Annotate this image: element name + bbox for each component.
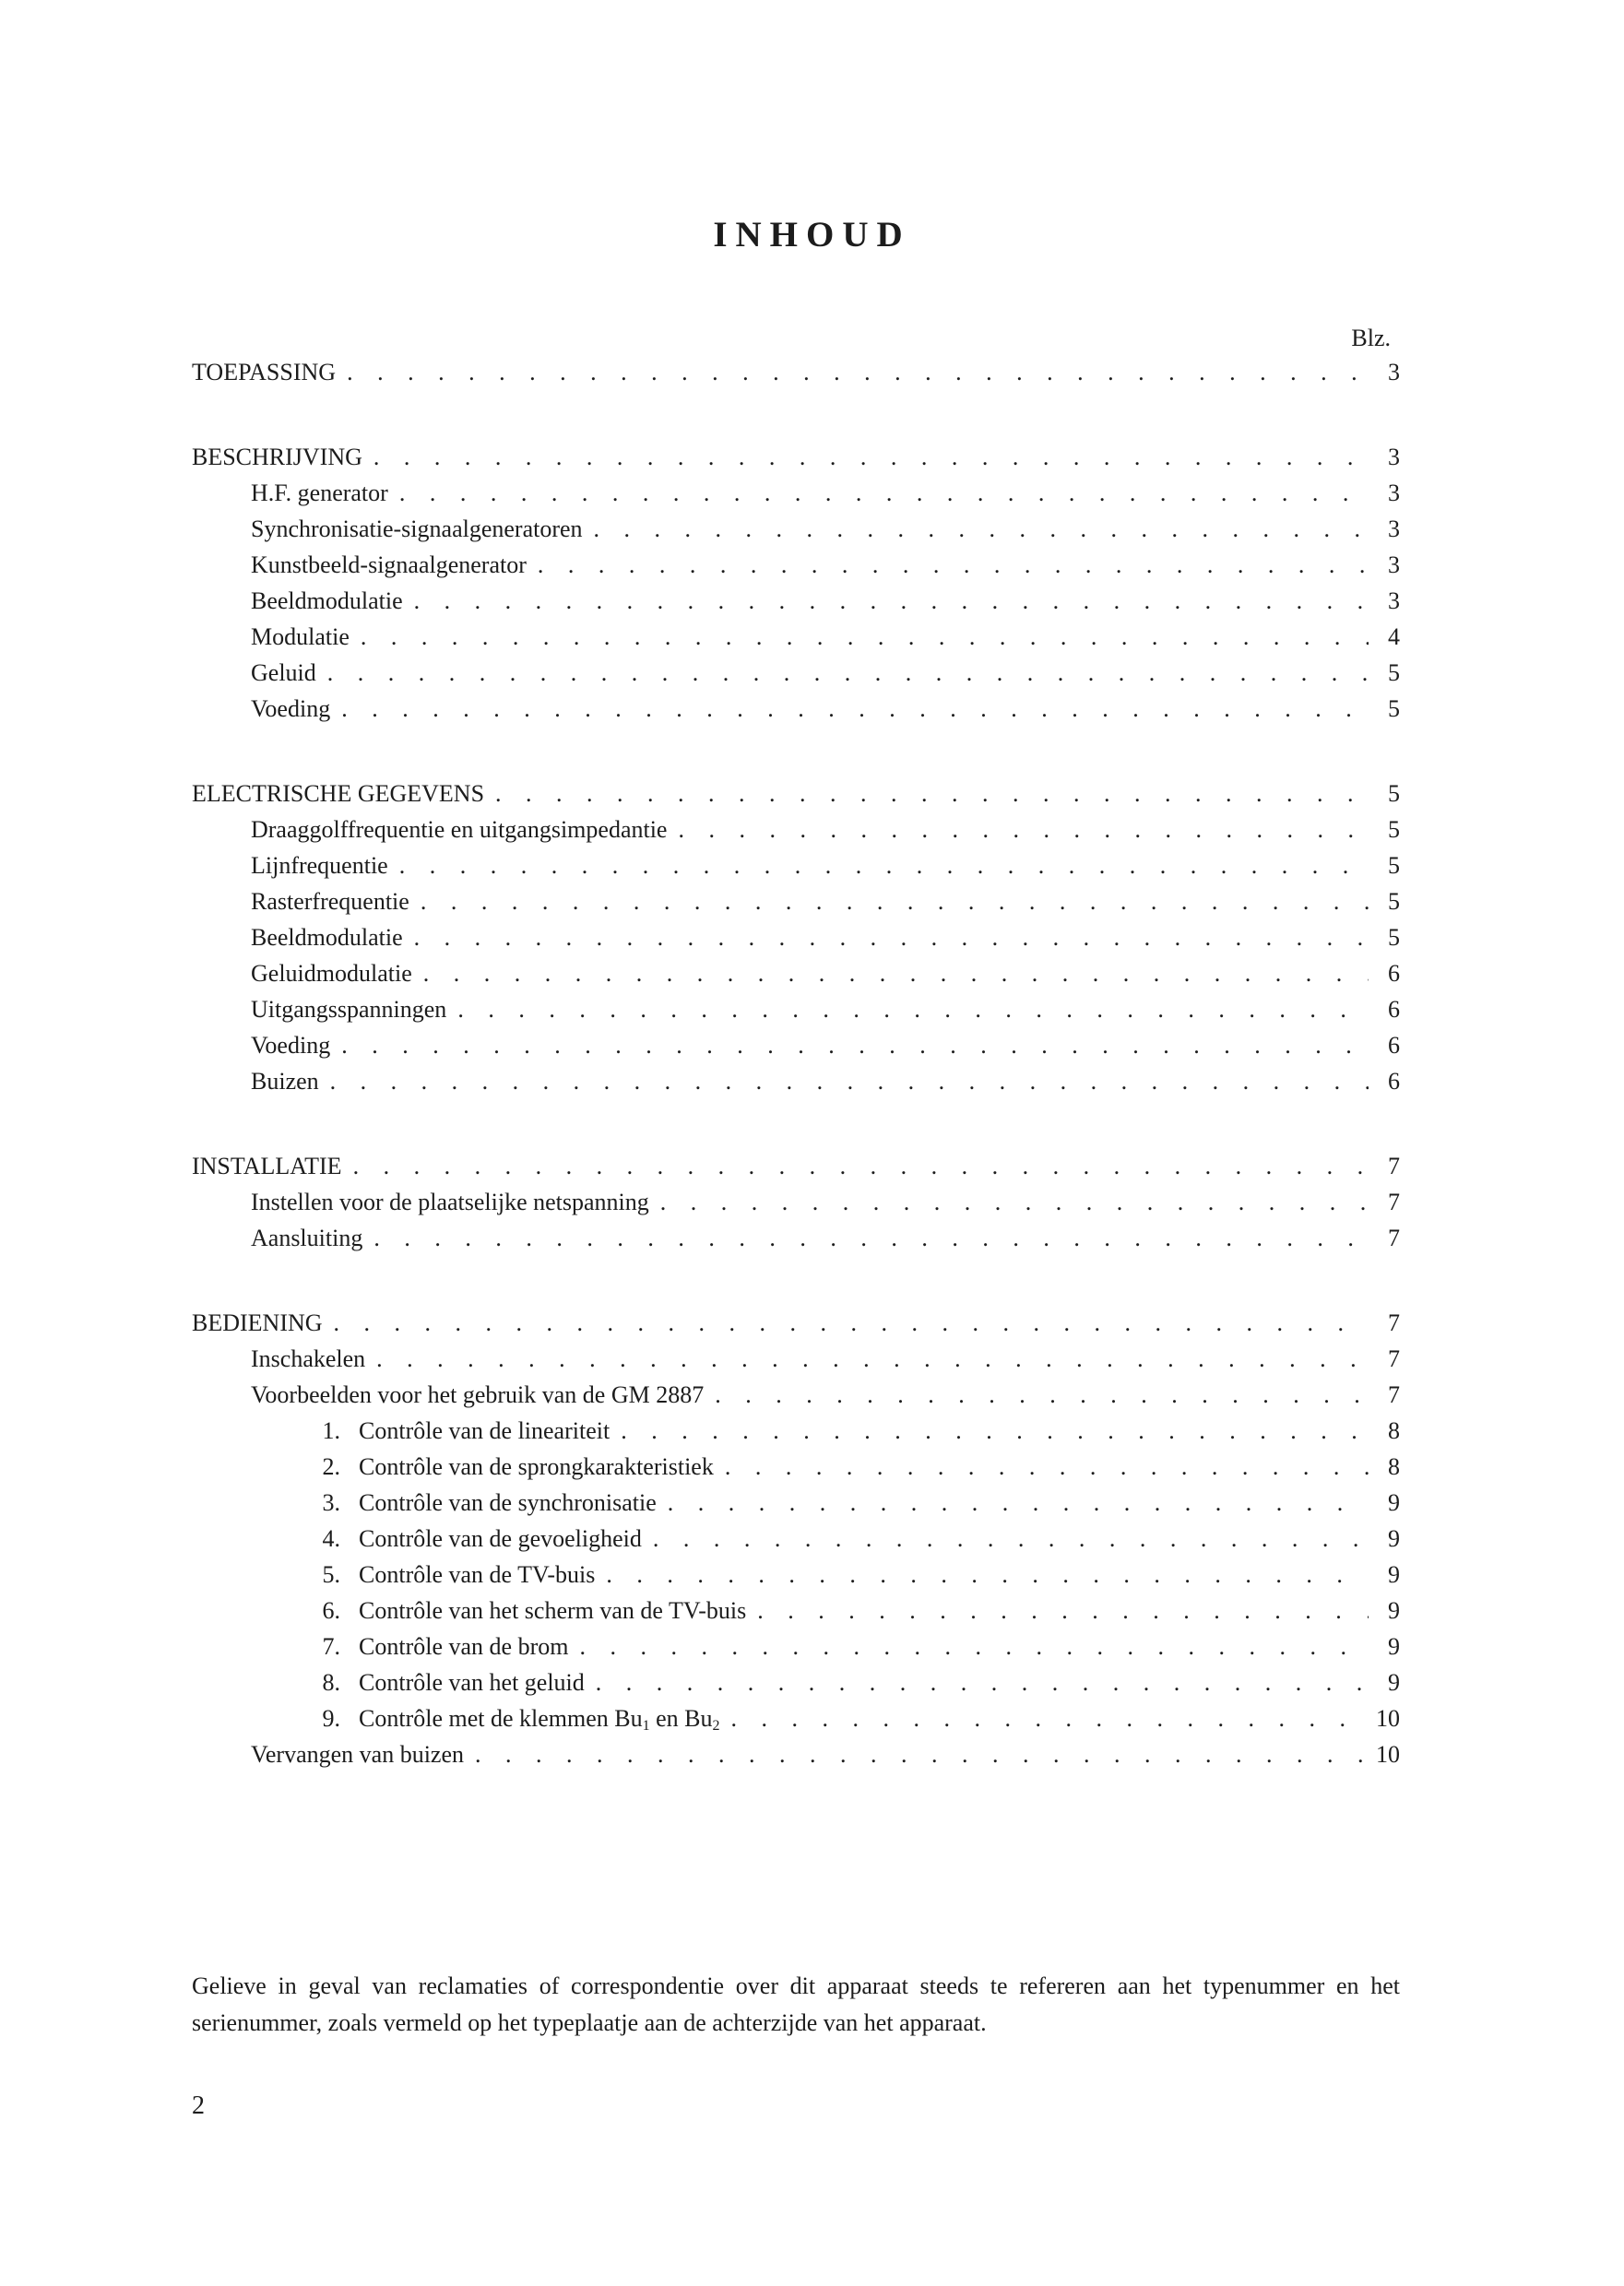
toc-entry[interactable] xyxy=(192,691,1400,727)
toc-entry[interactable] xyxy=(192,1341,1400,1377)
toc-page-number: 9 xyxy=(1388,1525,1400,1552)
toc-page-number: 7 xyxy=(1388,1309,1400,1336)
toc-page-number: 9 xyxy=(1388,1489,1400,1516)
toc-section-bediening xyxy=(192,1305,1400,1772)
dot-leader xyxy=(399,475,1369,511)
toc-entry[interactable] xyxy=(192,1063,1400,1099)
toc-entry[interactable] xyxy=(192,1027,1400,1063)
page-title: INHOUD xyxy=(713,215,911,255)
toc-page-number: 10 xyxy=(1376,1741,1400,1768)
toc-entry-label: Voeding xyxy=(251,1032,331,1059)
toc-page-number: 7 xyxy=(1388,1153,1400,1179)
dot-leader xyxy=(495,776,1369,811)
toc-entry[interactable] xyxy=(192,1736,1400,1772)
toc-page-number: 6 xyxy=(1388,996,1400,1023)
dot-leader xyxy=(475,1736,1369,1772)
dot-leader xyxy=(731,1700,1369,1736)
toc-entry-number: 9. xyxy=(322,1705,340,1732)
toc-entry[interactable] xyxy=(192,1377,1400,1413)
toc-entry[interactable] xyxy=(192,1148,1400,1184)
toc-section-title: BESCHRIJVING xyxy=(192,444,362,470)
toc-numbered-entry[interactable] xyxy=(192,1700,1400,1736)
toc-entry-label: H.F. generator xyxy=(251,480,388,506)
toc-entry-label: Inschakelen xyxy=(251,1345,366,1372)
toc-entry[interactable] xyxy=(192,511,1400,547)
toc-page-number: 3 xyxy=(1388,480,1400,506)
toc-page-number: 5 xyxy=(1388,924,1400,951)
toc-page-number: 6 xyxy=(1388,1068,1400,1095)
toc-page-number: 7 xyxy=(1388,1189,1400,1215)
dot-leader xyxy=(594,511,1369,547)
toc-page-number: 9 xyxy=(1388,1561,1400,1588)
toc-entry-number: 2. xyxy=(322,1453,340,1480)
dot-leader xyxy=(361,619,1369,655)
toc-page-number: 9 xyxy=(1388,1597,1400,1624)
toc-numbered-entry[interactable] xyxy=(192,1413,1400,1449)
toc-entry-label: Buizen xyxy=(251,1068,319,1095)
toc-entry-number: 8. xyxy=(322,1669,340,1696)
toc-entry-number: 1. xyxy=(322,1417,340,1444)
toc-entry-label: Voorbeelden voor het gebruik van de GM 2887 xyxy=(251,1381,705,1408)
toc-entry[interactable] xyxy=(192,919,1400,955)
toc-entry-number: 5. xyxy=(322,1561,340,1588)
toc-entry[interactable] xyxy=(192,991,1400,1027)
toc-page-number: 5 xyxy=(1388,695,1400,722)
toc-entry[interactable] xyxy=(192,475,1400,511)
toc-numbered-entry[interactable] xyxy=(192,1557,1400,1593)
toc-entry-label: Contrôle van de gevoeligheid xyxy=(359,1525,642,1552)
toc-entry[interactable] xyxy=(192,955,1400,991)
toc-page-number: 3 xyxy=(1388,515,1400,542)
toc-page-number: 3 xyxy=(1388,551,1400,578)
toc-entry-number: 4. xyxy=(322,1525,340,1552)
toc-numbered-entry[interactable] xyxy=(192,1629,1400,1664)
toc-page-number: 7 xyxy=(1388,1381,1400,1408)
toc-entry[interactable] xyxy=(192,1305,1400,1341)
dot-leader xyxy=(414,583,1369,619)
toc-page-number: 6 xyxy=(1388,960,1400,987)
toc-page-number: 3 xyxy=(1388,587,1400,614)
toc-numbered-entry[interactable] xyxy=(192,1521,1400,1557)
correspondence-note: Gelieve in geval van reclamaties of correspondentie over dit apparaat steeds te refereren aan het typenummer en het serienummer, zoals vermeld op het typeplaatje aan de achterzijde van het apparaat. xyxy=(192,1972,1400,2036)
toc-entry-label: Beeldmodulatie xyxy=(251,924,403,951)
dot-leader xyxy=(421,883,1369,919)
toc-entry[interactable] xyxy=(192,1220,1400,1256)
dot-leader xyxy=(423,955,1369,991)
toc-entry-label: Geluidmodulatie xyxy=(251,960,412,987)
toc-section-electrische-gegevens xyxy=(192,776,1400,1099)
toc-page-number: 5 xyxy=(1388,852,1400,879)
dot-leader xyxy=(579,1629,1369,1664)
toc-page-number: 7 xyxy=(1388,1345,1400,1372)
toc-entry[interactable] xyxy=(192,811,1400,847)
dot-leader xyxy=(596,1664,1369,1700)
dot-leader xyxy=(347,354,1369,390)
toc-page-number: 5 xyxy=(1388,659,1400,686)
toc-page-number: 3 xyxy=(1388,359,1400,385)
toc-entry-label: Vervangen van buizen xyxy=(251,1741,465,1768)
toc-page-number: 9 xyxy=(1388,1669,1400,1696)
dot-leader xyxy=(606,1557,1369,1593)
toc-entry[interactable] xyxy=(192,354,1400,390)
table-of-contents xyxy=(192,354,1400,1821)
toc-entry-label: Contrôle van de sprongkarakteristiek xyxy=(359,1453,714,1480)
toc-entry-label: Draaggolffrequentie en uitgangsimpedantie xyxy=(251,816,668,843)
toc-section-title: BEDIENING xyxy=(192,1309,323,1336)
dot-leader xyxy=(457,991,1369,1027)
toc-page-number: 7 xyxy=(1388,1225,1400,1251)
toc-page-number: 5 xyxy=(1388,888,1400,915)
dot-leader xyxy=(621,1413,1369,1449)
subscript: 2 xyxy=(712,1718,720,1734)
dot-leader xyxy=(538,547,1369,583)
toc-entry-label: Contrôle van het geluid xyxy=(359,1669,585,1696)
toc-entry-label: Contrôle van de lineariteit xyxy=(359,1417,610,1444)
page-number: 2 xyxy=(192,2091,205,2120)
toc-numbered-entry[interactable] xyxy=(192,1593,1400,1629)
toc-entry[interactable] xyxy=(192,1184,1400,1220)
toc-entry-label: Voeding xyxy=(251,695,331,722)
toc-section-title: INSTALLATIE xyxy=(192,1153,342,1179)
toc-page-number: 5 xyxy=(1388,816,1400,843)
toc-page-number: 3 xyxy=(1388,444,1400,470)
subscript: 1 xyxy=(642,1718,650,1734)
toc-numbered-entry[interactable] xyxy=(192,1449,1400,1485)
toc-page-number: 8 xyxy=(1388,1417,1400,1444)
toc-entry[interactable] xyxy=(192,776,1400,811)
dot-leader xyxy=(678,811,1369,847)
toc-entry-number: 3. xyxy=(322,1489,340,1516)
toc-entry-label: Instellen voor de plaatselijke netspanning xyxy=(251,1189,649,1215)
dot-leader xyxy=(373,439,1369,475)
toc-section-title: TOEPASSING xyxy=(192,359,337,385)
toc-page-number: 4 xyxy=(1388,623,1400,650)
toc-entry-number: 6. xyxy=(322,1597,340,1624)
toc-numbered-entry[interactable] xyxy=(192,1485,1400,1521)
dot-leader xyxy=(414,919,1369,955)
dot-leader xyxy=(715,1377,1369,1413)
toc-entry-label: Lijnfrequentie xyxy=(251,852,388,879)
toc-section-title: ELECTRISCHE GEGEVENS xyxy=(192,780,485,807)
toc-entry-label: Beeldmodulatie xyxy=(251,587,403,614)
dot-leader xyxy=(653,1521,1369,1557)
dot-leader xyxy=(376,1341,1369,1377)
toc-entry[interactable] xyxy=(192,583,1400,619)
toc-entry[interactable] xyxy=(192,547,1400,583)
dot-leader xyxy=(341,1027,1369,1063)
label-part: Contrôle met de klemmen Bu xyxy=(359,1705,643,1732)
toc-page-number: 6 xyxy=(1388,1032,1400,1059)
dot-leader xyxy=(341,691,1369,727)
label-part: en Bu xyxy=(649,1705,713,1732)
toc-entry-label: Geluid xyxy=(251,659,316,686)
dot-leader xyxy=(330,1063,1369,1099)
toc-entry-number: 7. xyxy=(322,1633,340,1660)
page-column-label: Blz. xyxy=(1351,325,1391,351)
toc-numbered-entry[interactable] xyxy=(192,1664,1400,1700)
toc-section-installatie xyxy=(192,1148,1400,1256)
toc-entry[interactable] xyxy=(192,847,1400,883)
dot-leader xyxy=(660,1184,1369,1220)
toc-page-number: 10 xyxy=(1376,1705,1400,1732)
dot-leader xyxy=(668,1485,1369,1521)
dot-leader xyxy=(725,1449,1369,1485)
toc-entry-label: Modulatie xyxy=(251,623,350,650)
toc-page-number: 8 xyxy=(1388,1453,1400,1480)
dot-leader xyxy=(334,1305,1369,1341)
toc-page-number: 9 xyxy=(1388,1633,1400,1660)
toc-entry[interactable] xyxy=(192,619,1400,655)
toc-entry-label: Aansluiting xyxy=(251,1225,363,1251)
toc-entry-label: Kunstbeeld-signaalgenerator xyxy=(251,551,527,578)
toc-page-number: 5 xyxy=(1388,780,1400,807)
toc-section-toepassing xyxy=(192,354,1400,390)
toc-entry-label: Contrôle van de TV-buis xyxy=(359,1561,596,1588)
toc-entry-label: Synchronisatie-signaalgeneratoren xyxy=(251,515,583,542)
toc-entry-label: Contrôle van het scherm van de TV-buis xyxy=(359,1597,747,1624)
toc-entry-label: Uitgangsspanningen xyxy=(251,996,447,1023)
toc-entry[interactable] xyxy=(192,655,1400,691)
dot-leader xyxy=(373,1220,1369,1256)
dot-leader xyxy=(353,1148,1369,1184)
toc-entry-label: Contrôle van de synchronisatie xyxy=(359,1489,657,1516)
toc-section-beschrijving xyxy=(192,439,1400,727)
dot-leader xyxy=(757,1593,1369,1629)
toc-entry-label: Rasterfrequentie xyxy=(251,888,409,915)
toc-entry[interactable] xyxy=(192,439,1400,475)
dot-leader xyxy=(399,847,1369,883)
toc-entry-label: Contrôle van de brom xyxy=(359,1633,569,1660)
toc-entry[interactable] xyxy=(192,883,1400,919)
dot-leader xyxy=(327,655,1369,691)
